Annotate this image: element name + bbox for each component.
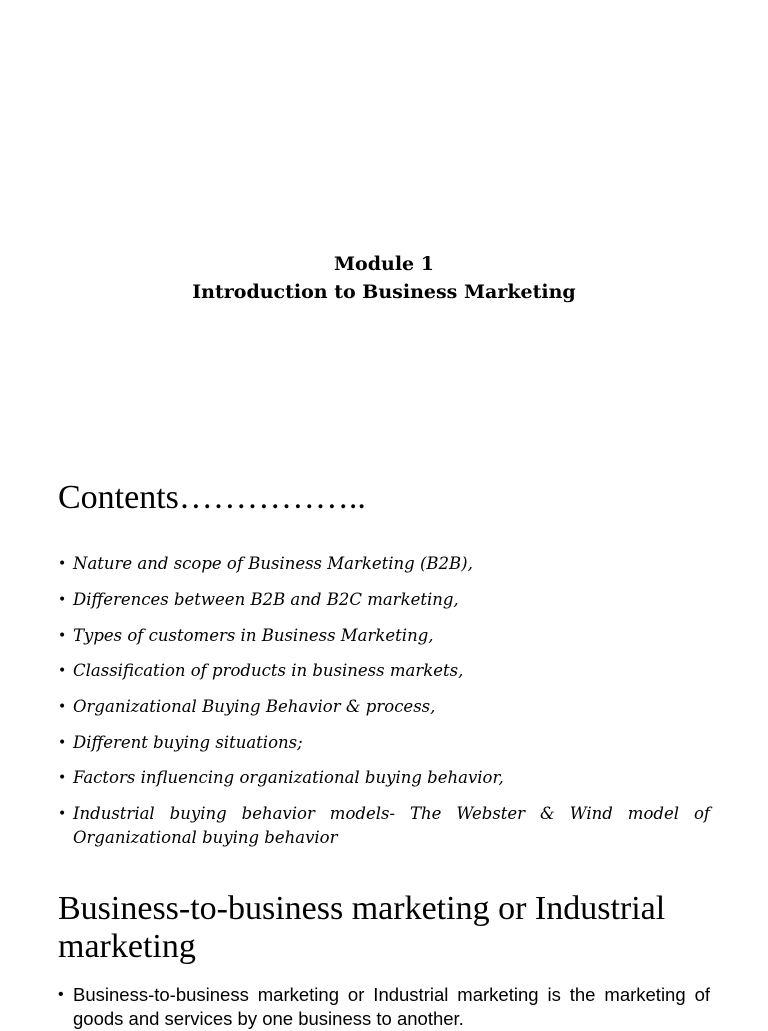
bullet-icon: • [58, 986, 64, 1003]
list-item [58, 659, 710, 683]
bullet-icon: • [58, 770, 67, 786]
list-item [58, 802, 710, 850]
list-item [58, 731, 710, 755]
bullet-icon: • [58, 592, 67, 608]
bullet-icon: • [58, 628, 67, 644]
bullet-icon: • [58, 699, 67, 715]
list-item-text: Different buying situations; [73, 733, 303, 752]
module-title: Introduction to Business Marketing [192, 281, 576, 303]
bullet-icon: • [58, 806, 67, 822]
list-item-text: Nature and scope of Business Marketing (B2B), [73, 554, 473, 573]
list-item [58, 624, 710, 648]
list-item-text: Organizational Buying Behavior & process, [73, 697, 436, 716]
document-title [0, 250, 768, 306]
list-item-text: Factors influencing organizational buying behavior, [73, 768, 504, 787]
bullet-icon: • [58, 735, 67, 751]
bullet-icon: • [58, 556, 67, 572]
contents-heading: Contents…………….. [58, 479, 366, 516]
bullet-icon: • [58, 663, 67, 679]
list-item-text: Industrial buying behavior models- The Webster & Wind model of Organizational buying behavior [73, 804, 710, 847]
list-item-text: Differences between B2B and B2C marketing, [73, 590, 459, 609]
section-heading: Business-to-business marketing or Industrial marketing [58, 890, 666, 965]
module-number: Module 1 [334, 253, 434, 275]
paragraph-text: Business-to-business marketing or Industrial marketing is the marketing of goods and services by one business to another. [73, 984, 710, 1029]
list-item [58, 588, 710, 612]
list-item [58, 552, 710, 576]
list-item [58, 766, 710, 790]
list-item [58, 695, 710, 719]
list-item-text: Classification of products in business markets, [73, 661, 464, 680]
list-item-text: Types of customers in Business Marketing, [73, 626, 434, 645]
